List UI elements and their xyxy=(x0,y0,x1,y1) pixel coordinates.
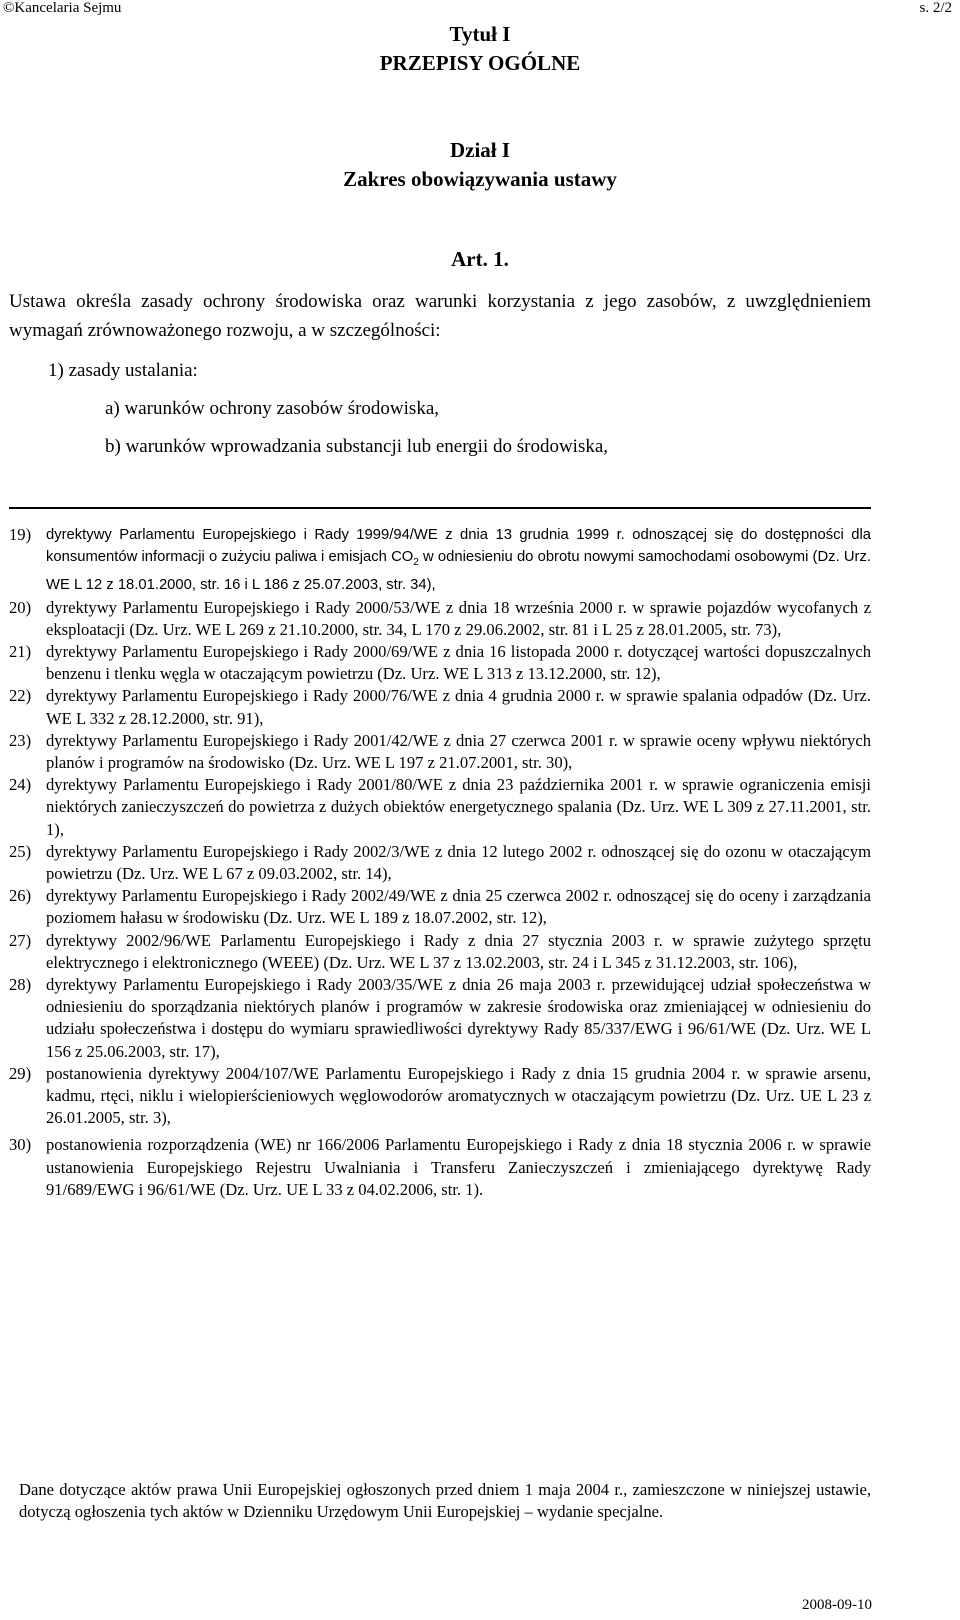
footnote xyxy=(9,774,871,841)
footnote xyxy=(9,685,871,729)
section-line1: Dział I xyxy=(449,138,511,162)
article-list xyxy=(9,356,871,461)
article-label: Art. 1. xyxy=(451,247,509,271)
footnote-number: 30) xyxy=(9,1135,32,1155)
footnote xyxy=(9,974,871,1063)
footnote xyxy=(9,841,871,885)
footnote-text: dyrektywy Parlamentu Europejskiego i Rady 1999/94/WE z dnia 13 grudnia 1999 r. odnoszącej się do dostępności dla konsumentów informacji o zużyciu paliwa i emisjach $CO_2$ w odniesieniu do obrotu nowymi samochodami osobowymi (Dz. Urz. WE L 12 z 18.01.2000, str. 16 i L 186 z 25.07.2003, str. 34), xyxy=(46,527,871,594)
header-copyright: ©Kancelaria Sejmu xyxy=(3,0,122,16)
footnote-text: dyrektywy Parlamentu Europejskiego i Rady 2001/42/WE z dnia 27 czerwca 2001 r. w sprawie oceny wpływu niektórych planów i programów na środowisko (Dz. Urz. WE L 197 z 21.07.2001, str. 30), xyxy=(46,730,871,772)
footnote-text: dyrektywy Parlamentu Europejskiego i Rady 2000/69/WE z dnia 16 listopada 2000 r. dotyczącej wartości dopuszczalnych benzenu i tlenku węgla w otaczającym powietrzu (Dz. Urz. WE L 313 z 13.12.2000, str. 12), xyxy=(46,641,871,684)
list-item: a) warunków ochrony zasobów środowiska, xyxy=(105,398,440,419)
footnote xyxy=(9,885,871,929)
footnote-text: dyrektywy Parlamentu Europejskiego i Rady 2002/49/WE z dnia 25 czerwca 2002 r. odnoszącej się do oceny i zarządzania poziomem hałasu w środowisku (Dz. Urz. WE L 189 z 18.07.2002, str. 12), xyxy=(46,886,871,928)
footnote-number: 29) xyxy=(9,1063,32,1083)
footnote-text: dyrektywy Parlamentu Europejskiego i Rady 2002/3/WE z dnia 12 lutego 2002 r. odnoszącej się do ozonu w otaczającym powietrzu (Dz. Urz. WE L 67 z 09.03.2002, str. 14), xyxy=(46,841,871,883)
footnote-text: dyrektywy Parlamentu Europejskiego i Rady 2001/80/WE z dnia 23 października 2001 r. w sprawie ograniczenia emisji niektórych zanieczyszczeń do powietrza z dużych obiektów energetycznego spalania (Dz. Urz. WE L 309 z 27.11.2001, str. 1), xyxy=(46,775,871,839)
footnote xyxy=(9,1063,871,1130)
footnote-text: dyrektywy Parlamentu Europejskiego i Rady 2000/76/WE z dnia 4 grudnia 2000 r. w sprawie spalania odpadów (Dz. Urz. WE L 332 z 28.12.2000, str. 91), xyxy=(46,686,871,728)
footnote-text: postanowienia dyrektywy 2004/107/WE Parlamentu Europejskiego i Rady z dnia 15 grudnia 2004 r. w sprawie arsenu, kadmu, rtęci, niklu i wielopierścieniowych węglowodorów aromatycznych w otaczającym powietrzu (Dz. Urz. UE L 23 z 26.01.2005, str. 3), xyxy=(46,1063,871,1128)
footnote-number: 24) xyxy=(9,775,32,795)
footnote-number: 26) xyxy=(9,886,32,906)
footnote xyxy=(9,597,871,641)
footnote-text: dyrektywy Parlamentu Europejskiego i Rady 2000/53/WE z dnia 18 września 2000 r. w sprawie pojazdów wycofanych z eksploatacji (Dz. Urz. WE L 269 z 21.10.2000, str. 34, L 170 z 29.06.2002, str. 81 i L 25 z 28.01.2005, str. 73), xyxy=(46,597,871,639)
eu-acts-note: Dane dotyczące aktów prawa Unii Europejskiej ogłoszonych przed dniem 1 maja 2004 r., zamieszczone w niniejszej ustawie, dotyczą ogłoszenia tych aktów w Dzienniku Urzędowym Unii Europejskiej – wydanie specjalne. xyxy=(19,1480,871,1522)
footnote xyxy=(9,524,871,597)
footnote-text: dyrektywy 2002/96/WE Parlamentu Europejskiego i Rady z dnia 27 stycznia 2003 r. w sprawie zużytego sprzętu elektrycznego i elektronicznego (WEEE) (Dz. Urz. WE L 37 z 13.02.2003, str. 24 i L 345 z 31.12.2003, str. 106), xyxy=(46,930,871,972)
list-item: 1) zasady ustalania: xyxy=(48,360,198,381)
list-item: b) warunków wprowadzania substancji lub energii do środowiska, xyxy=(105,436,609,457)
footnote-number: 28) xyxy=(9,975,32,995)
section-line2: Zakres obowiązywania ustawy xyxy=(343,167,617,191)
article-intro: Ustawa określa zasady ochrony środowiska oraz warunki korzystania z jego zasobów, z uwzględnieniem wymagań zrównoważonego rozwoju, a w szczególności: xyxy=(9,291,871,341)
footnote-number: 23) xyxy=(9,730,32,750)
footnote-separator xyxy=(9,507,871,509)
footnote-text: postanowienia rozporządzenia (WE) nr 166/2006 Parlamentu Europejskiego i Rady z dnia 18 stycznia 2006 r. w sprawie ustanowienia Europejskiego Rejestru Uwalniania i Transferu Zanieczyszczeń i zmieniającego dyrektywę Rady 91/689/EWG i 96/61/WE (Dz. Urz. UE L 33 z 04.02.2006, str. 1). xyxy=(46,1135,871,1199)
footnote-number: 27) xyxy=(9,930,32,950)
footnote-number: 20) xyxy=(9,597,32,617)
footnote xyxy=(9,730,871,774)
footnote xyxy=(9,930,871,974)
footnote-number: 25) xyxy=(9,841,32,861)
footnote-text: dyrektywy Parlamentu Europejskiego i Rady 2003/35/WE z dnia 26 maja 2003 r. przewidującej udział społeczeństwa w odniesieniu do sporządzania niektórych planów i programów w zakresie środowiska oraz zmieniającej w odniesieniu do udziału społeczeństwa i dostępu do wymiaru sprawiedliwości dyrektywy Rady 85/337/EWG i 96/61/WE (Dz. Urz. WE L 156 z 25.06.2003, str. 17), xyxy=(46,975,871,1061)
footer-date: 2008-09-10 xyxy=(802,1597,872,1613)
footnote-number: 19) xyxy=(9,525,32,544)
footnote-number: 22) xyxy=(9,686,32,706)
footnote xyxy=(9,641,871,685)
footnote-number: 21) xyxy=(9,641,32,661)
title-line1: Tytuł I xyxy=(449,22,511,46)
title-line2: PRZEPISY OGÓLNE xyxy=(379,51,581,75)
footnote xyxy=(9,1134,871,1201)
footnotes xyxy=(9,524,871,1201)
header-page-number: s. 2/2 xyxy=(919,0,952,16)
